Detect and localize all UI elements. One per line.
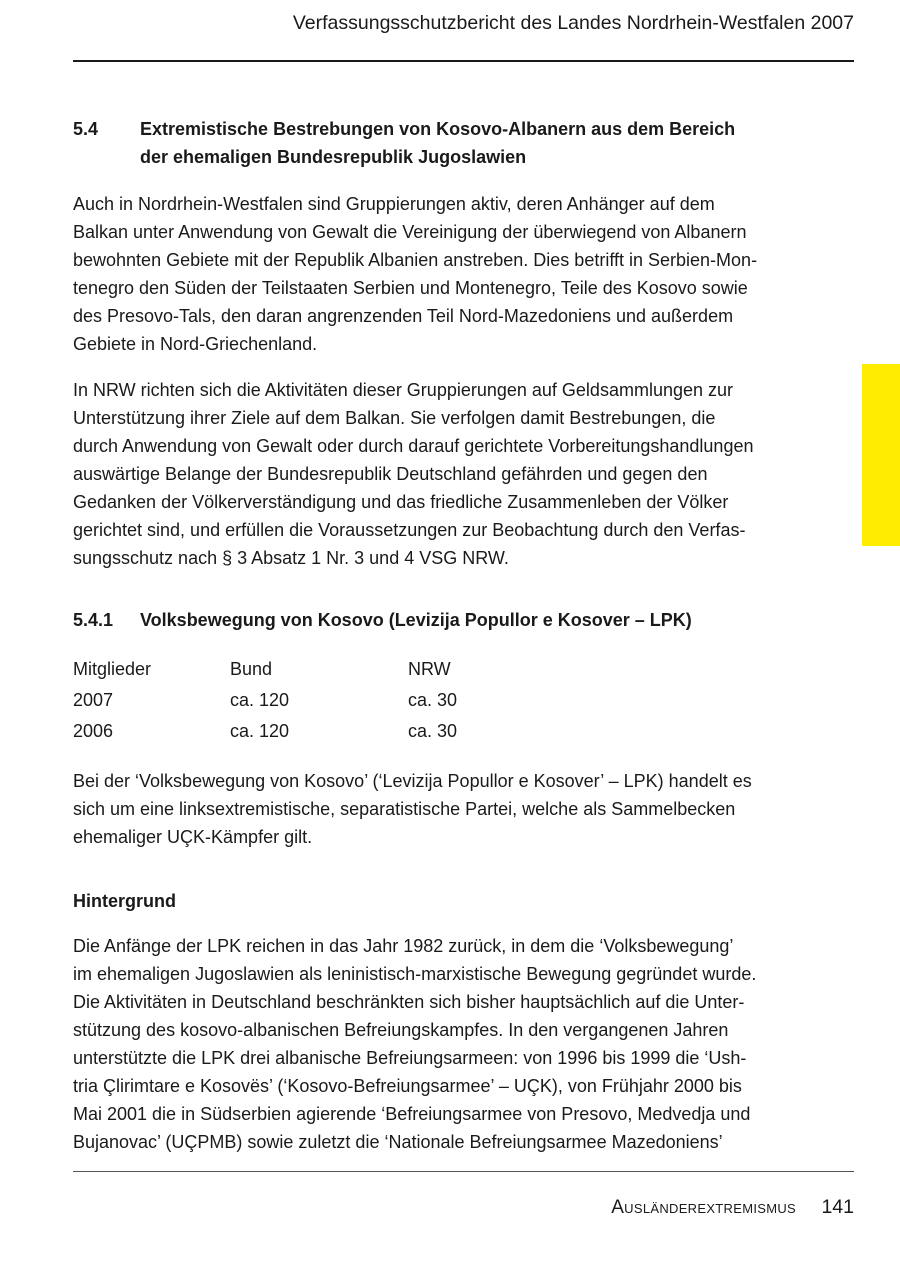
section-title — [140, 115, 833, 171]
table-cell: ca. 30 — [408, 721, 458, 741]
text-line: des Presovo-Tals, den daran angrenzenden Teil Nord-Mazedoniens und außerdem — [73, 306, 734, 326]
text-line: Die Aktivitäten in Deutschland beschränkten sich bisher hauptsächlich auf die Unter- — [73, 992, 745, 1012]
table-row — [73, 716, 833, 747]
background-paragraph — [73, 932, 833, 1156]
header-rule — [73, 60, 854, 62]
text-line: tenegro den Süden der Teilstaaten Serbien und Montenegro, Teile des Kosovo sowie — [73, 278, 748, 298]
text-line: sich um eine linksextremistische, separatistische Partei, welche als Sammelbecken — [73, 799, 736, 819]
table-header-cell: NRW — [408, 659, 451, 679]
page-number: 141 — [821, 1196, 854, 1218]
text-line: im ehemaligen Jugoslawien als leninistisch-marxistische Bewegung gegründet wurde. — [73, 964, 757, 984]
text-line: Mai 2001 die in Südserbien agierende ‘Befreiungsarmee von Presovo, Medvedja und — [73, 1104, 751, 1124]
text-line: durch Anwendung von Gewalt oder durch darauf gerichtete Vorbereitungshandlungen — [73, 436, 754, 456]
table-cell: 2007 — [73, 690, 114, 710]
text-line: bewohnten Gebiete mit der Republik Albanien anstreben. Dies betrifft in Serbien-Mon- — [73, 250, 758, 270]
text-line: Die Anfänge der LPK reichen in das Jahr 1982 zurück, in dem die ‘Volksbewegung’ — [73, 936, 734, 956]
table-cell: ca. 120 — [230, 721, 290, 741]
footer-section-label: Ausländerextremismus — [611, 1197, 796, 1218]
table-header-cell: Mitglieder — [73, 659, 152, 679]
membership-table — [73, 654, 833, 747]
table-cell: 2006 — [73, 721, 114, 741]
text-line: Bei der ‘Volksbewegung von Kosovo’ (‘Levizija Popullor e Kosover’ – LPK) handelt es — [73, 771, 752, 791]
text-line: Gebiete in Nord-Griechenland. — [73, 334, 318, 354]
text-line: gerichtet sind, und erfüllen die Voraussetzungen zur Beobachtung durch den Verfas- — [73, 520, 746, 540]
text-line: Balkan unter Anwendung von Gewalt die Vereinigung der überwiegend von Albanern — [73, 222, 747, 242]
subsection-title: Volksbewegung von Kosovo (Levizija Popullor e Kosover – LPK) — [140, 610, 692, 630]
table-cell: ca. 30 — [408, 690, 458, 710]
text-line: tria Çlirimtare e Kosovës’ (‘Kosovo-Befreiungsarmee’ – UÇK), von Frühjahr 2000 bis — [73, 1076, 742, 1096]
text-line: Unterstützung ihrer Ziele auf dem Balkan. Sie verfolgen damit Bestrebungen, die — [73, 408, 716, 428]
nrw-activities-paragraph — [73, 376, 833, 572]
intro-paragraph — [73, 190, 833, 358]
subsection-number: 5.4.1 — [73, 610, 114, 630]
footer-rule — [73, 1171, 854, 1172]
section-title-line: Extremistische Bestrebungen von Kosovo-Albanern aus dem Bereich — [140, 119, 736, 139]
chapter-tab-marker — [862, 364, 900, 546]
table-header-row — [73, 654, 833, 685]
text-line: Bujanovac’ (UÇPMB) sowie zuletzt die ‘Nationale Befreiungsarmee Mazedoniens’ — [73, 1132, 723, 1152]
text-line: unterstützte die LPK drei albanische Befreiungsarmeen: von 1996 bis 1999 die ‘Ush- — [73, 1048, 747, 1068]
table-row — [73, 685, 833, 716]
section-heading — [73, 115, 833, 171]
background-heading: Hintergrund — [73, 891, 176, 911]
text-line: Gedanken der Völkerverständigung und das friedliche Zusammenleben der Völker — [73, 492, 729, 512]
running-header-title: Verfassungsschutzbericht des Landes Nordrhein-Westfalen 2007 — [292, 12, 854, 34]
section-number: 5.4 — [73, 119, 99, 139]
text-line: stützung des kosovo-albanischen Befreiungskampfes. In den vergangenen Jahren — [73, 1020, 729, 1040]
page-body — [73, 110, 833, 1156]
subsection-heading — [73, 606, 833, 634]
section-title-line: der ehemaligen Bundesrepublik Jugoslawien — [140, 147, 527, 167]
text-line: ehemaliger UÇK-Kämpfer gilt. — [73, 827, 313, 847]
table-header-cell: Bund — [230, 659, 273, 679]
text-line: sungsschutz nach § 3 Absatz 1 Nr. 3 und 4 VSG NRW. — [73, 548, 509, 568]
text-line: auswärtige Belange der Bundesrepublik Deutschland gefährden und gegen den — [73, 464, 708, 484]
lpk-description-paragraph — [73, 767, 833, 851]
text-line: In NRW richten sich die Aktivitäten dieser Gruppierungen auf Geldsammlungen zur — [73, 380, 733, 400]
table-cell: ca. 120 — [230, 690, 290, 710]
text-line: Auch in Nordrhein-Westfalen sind Gruppierungen aktiv, deren Anhänger auf dem — [73, 194, 715, 214]
